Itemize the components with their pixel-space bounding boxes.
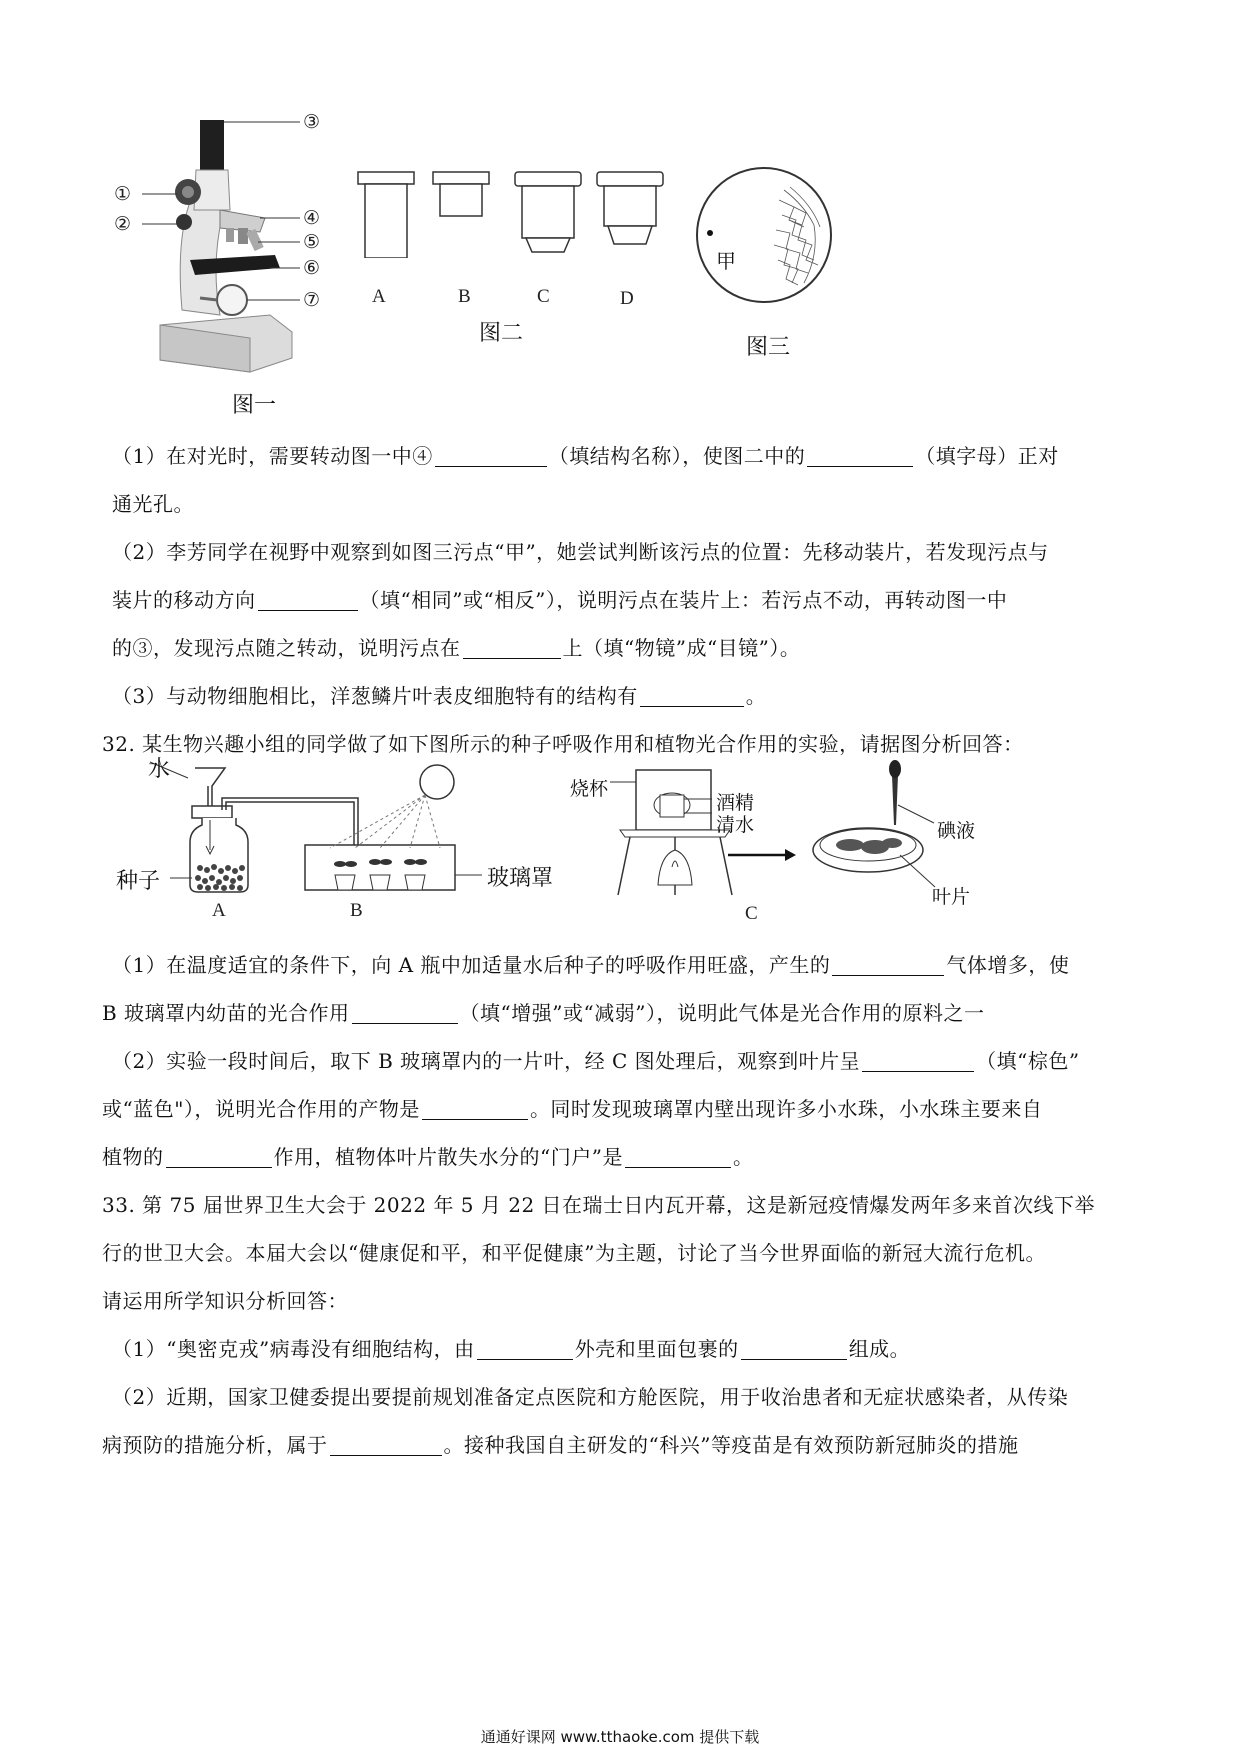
figure-c-label: C [745,903,758,924]
lens-label-a: A [372,286,386,307]
q32-part1-line1: （1）在温度适宜的条件下，向 A 瓶中加适量水后种子的呼吸作用旺盛，产生的 气体增多，使 [112,953,1070,977]
experiment-c-figure [600,755,960,900]
q31-part3: （3）与动物细胞相比，洋葱鳞片叶表皮细胞特有的结构有 。 [112,684,767,708]
lens-label-b: B [458,286,471,307]
page-footer: 通通好课网 www.tthaoke.com 提供下载 [480,1728,760,1746]
lens-figure [350,168,680,258]
glass-cover-label: 玻璃罩 [487,866,554,891]
stain-label: 甲 [716,249,736,273]
figure-a-label: A [212,900,226,921]
q33-part2-line2: 病预防的措施分析，属于 。接种我国自主研发的“科兴”等疫苗是有效预防新冠肺炎的措施 [102,1433,1019,1457]
question-31-block [102,432,1132,768]
seed-label: 种子 [116,869,161,894]
q32-stem: 32. 某生物兴趣小组的同学做了如下图所示的种子呼吸作用和植物光合作用的实验，请据图分析回答： [102,732,1024,756]
q32-part1-line2: B 玻璃罩内幼苗的光合作用 （填“增强”或“减弱”），说明此气体是光合作用的原料之一 [102,1001,985,1025]
q33-stem-line3: 请运用所学知识分析回答： [102,1289,348,1313]
field-of-view-figure [694,165,834,305]
q32-part2-line2: 或“蓝色"），说明光合作用的产物是 。同时发现玻璃罩内壁出现许多小水珠，小水珠主要来自 [102,1097,1043,1121]
alcohol-label: 酒精 [716,792,755,814]
water-label: 水 [148,757,171,782]
q31-part1-line2: 通光孔。 [112,492,194,516]
q33-stem-line1: 33. 第 75 届世界卫生大会于 2022 年 5 月 22 日在瑞士日内瓦开幕，这是新冠疫情爆发两年多来首次线下举 [102,1193,1096,1217]
q31-part2-line2: 装片的移动方向 （填“相同”或“相反”），说明污点在装片上：若污点不动，再转动图一中 [112,588,1008,612]
experiment-ab-figure [110,750,540,900]
q33-stem-line2: 行的世卫大会。本届大会以“健康促和平，和平促健康”为主题，讨论了当今世界面临的新冠大流行危机。 [102,1241,1046,1265]
q31-part2-line1: （2）李芳同学在视野中观察到如图三污点“甲”，她尝试判断该污点的位置：先移动装片，若发现污点与 [112,540,1049,564]
question-32-33-block [102,941,1132,1469]
microscope-label-6: ⑥ [303,258,321,279]
lens-label-c: C [537,286,550,307]
lens-label-d: D [620,288,634,309]
q33-part1: （1）“奥密克戎”病毒没有细胞结构，由 外壳和里面包裹的 组成。 [112,1337,911,1361]
q32-part2-line3: 植物的 作用，植物体叶片散失水分的“门户”是 。 [102,1145,754,1169]
q31-part1-line1: （1）在对光时，需要转动图一中④ （填结构名称），使图二中的 （填字母）正对 [112,444,1059,468]
q32-part2-line1: （2）实验一段时间后，取下 B 玻璃罩内的一片叶，经 C 图处理后，观察到叶片呈 （填“棕色” [112,1049,1080,1073]
figure1-caption: 图一 [232,393,277,418]
microscope-figure [100,110,360,385]
iodine-label: 碘液 [937,820,976,842]
microscope-label-3: ③ [303,112,321,133]
microscope-label-1: ① [114,184,132,205]
microscope-label-7: ⑦ [303,290,321,311]
leaf-label: 叶片 [932,886,971,908]
q33-part2-line1: （2）近期，国家卫健委提出要提前规划准备定点医院和方舱医院，用于收治患者和无症状感染者，从传染 [112,1385,1069,1409]
q31-part2-line3: 的③，发现污点随之转动，说明污点在 上（填“物镜”成“目镜”）。 [112,636,801,660]
figure3-caption: 图三 [746,335,791,360]
microscope-label-2: ② [114,214,132,235]
microscope-label-4: ④ [303,208,321,229]
figure2-caption: 图二 [479,321,524,346]
figure-b-label: B [350,900,363,921]
beaker-label: 烧杯 [570,778,609,800]
clear-water-label: 清水 [716,814,755,836]
microscope-label-5: ⑤ [303,232,321,253]
